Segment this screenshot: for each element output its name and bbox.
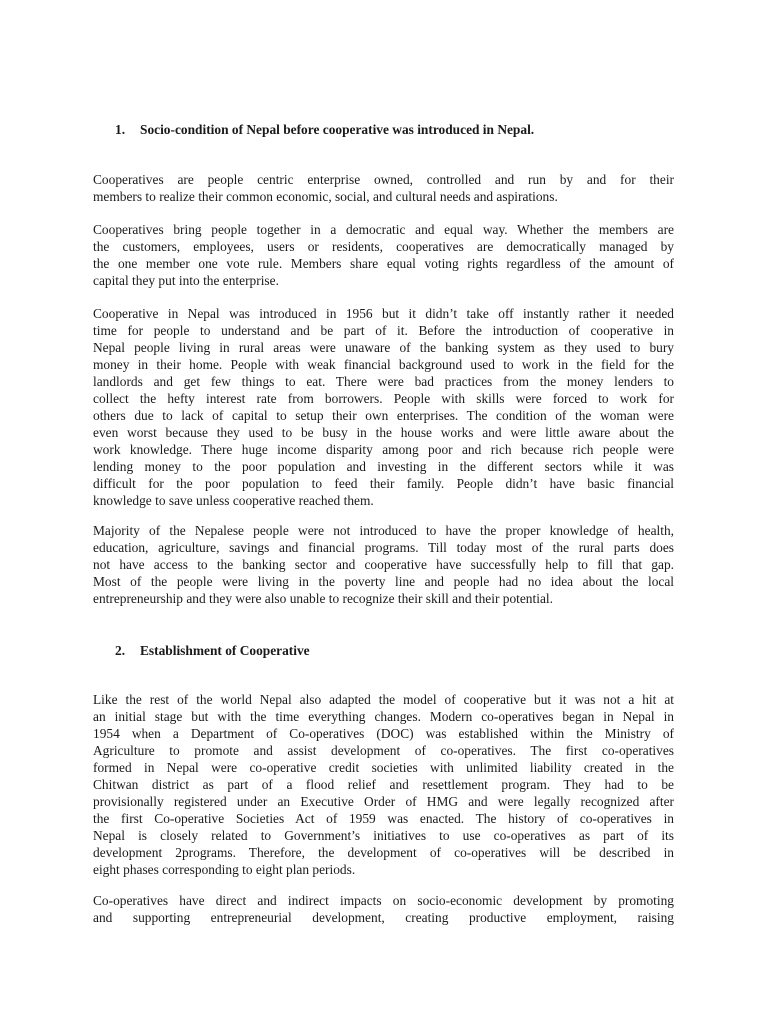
paragraph-line: Majority of the Nepalese people were not introduced to have the proper knowledge of health,	[93, 523, 674, 538]
paragraph-line: collect the hefty interest rate from borrowers. People with skills were forced to work for	[93, 391, 674, 406]
paragraph-line: the one member one vote rule. Members share equal voting rights regardless of the amount of	[93, 256, 674, 271]
paragraph-line: difficult for the poor population to feed their family. People didn’t have basic financial	[93, 476, 674, 491]
paragraph-line: even worst because they used to be busy in the house works and were little aware about the	[93, 425, 674, 440]
paragraph-line: others due to lack of capital to setup their own enterprises. The condition of the woman were	[93, 408, 674, 423]
paragraph-line: landlords and get few things to eat. There were bad practices from the money lenders to	[93, 374, 674, 389]
paragraph-line: the first Co-operative Societies Act of 1959 was enacted. The history of co-operatives in	[93, 811, 674, 826]
paragraph-line: Nepal people living in rural areas were unaware of the banking system as they used to bury	[93, 340, 674, 355]
paragraph-line: lending money to the poor population and investing in the different sectors while it was	[93, 459, 674, 474]
paragraph-line: money in their home. People with weak financial background used to work in the field for the	[93, 357, 674, 372]
paragraph-line: not have access to the banking sector and cooperative have successfully help to fill that gap.	[93, 557, 674, 572]
paragraph-line: an initial stage but with the time everything changes. Modern co-operatives began in Nepal in	[93, 709, 674, 724]
paragraph-line: Nepal is closely related to Government’s initiatives to use co-operatives as part of its	[93, 828, 674, 843]
section-1-paragraph-3	[93, 305, 674, 509]
section-2-number: 2.	[115, 643, 126, 658]
paragraph-line: and supporting entrepreneurial development, creating productive employment, raising	[93, 910, 674, 925]
paragraph-line: knowledge to save unless cooperative reached them.	[93, 493, 374, 508]
paragraph-line: Most of the people were living in the poverty line and people had no idea about the local	[93, 574, 674, 589]
paragraph-line: Cooperatives are people centric enterprise owned, controlled and run by and for their	[93, 172, 674, 187]
paragraph-line: work knowledge. There huge income disparity among poor and rich because rich people were	[93, 442, 674, 457]
paragraph-line: members to realize their common economic, social, and cultural needs and aspirations.	[93, 189, 558, 204]
paragraph-line: entrepreneurship and they were also unable to recognize their skill and their potential.	[93, 591, 553, 606]
paragraph-line: Like the rest of the world Nepal also adapted the model of cooperative but it was not a hit at	[93, 692, 674, 707]
paragraph-line: Cooperatives bring people together in a democratic and equal way. Whether the members are	[93, 222, 674, 237]
paragraph-line: development 2programs. Therefore, the development of co-operatives will be described in	[93, 845, 674, 860]
section-2-title: Establishment of Cooperative	[140, 643, 310, 658]
section-2-paragraph-1	[93, 691, 674, 878]
paragraph-line: Co-operatives have direct and indirect impacts on socio-economic development by promoting	[93, 893, 674, 908]
paragraph-line: capital they put into the enterprise.	[93, 273, 279, 288]
paragraph-line: 1954 when a Department of Co-operatives (DOC) was established within the Ministry of	[93, 726, 674, 741]
section-1-paragraph-4	[93, 522, 674, 607]
paragraph-line: Agriculture to promote and assist development of co-operatives. The first co-operatives	[93, 743, 674, 758]
paragraph-line: time for people to understand and be part of it. Before the introduction of cooperative in	[93, 323, 674, 338]
paragraph-line: eight phases corresponding to eight plan periods.	[93, 862, 356, 877]
section-1-paragraph-2	[93, 221, 674, 289]
paragraph-line: provisionally registered under an Executive Order of HMG and were legally recognized after	[93, 794, 674, 809]
paragraph-line: Chitwan district as part of a flood relief and resettlement program. They had to be	[93, 777, 674, 792]
section-2-paragraph-2	[93, 892, 674, 926]
section-1-heading	[115, 121, 534, 138]
paragraph-line: formed in Nepal were co-operative credit societies with unlimited liability created in the	[93, 760, 674, 775]
paragraph-line: the customers, employees, users or residents, cooperatives are democratically managed by	[93, 239, 674, 254]
section-2-heading	[115, 642, 310, 659]
section-1-paragraph-1	[93, 171, 674, 205]
paragraph-line: education, agriculture, savings and financial programs. Till today most of the rural parts does	[93, 540, 674, 555]
paragraph-line: Cooperative in Nepal was introduced in 1956 but it didn’t take off instantly rather it needed	[93, 306, 674, 321]
section-1-title: Socio-condition of Nepal before cooperative was introduced in Nepal.	[140, 122, 535, 137]
section-1-number: 1.	[115, 122, 126, 137]
